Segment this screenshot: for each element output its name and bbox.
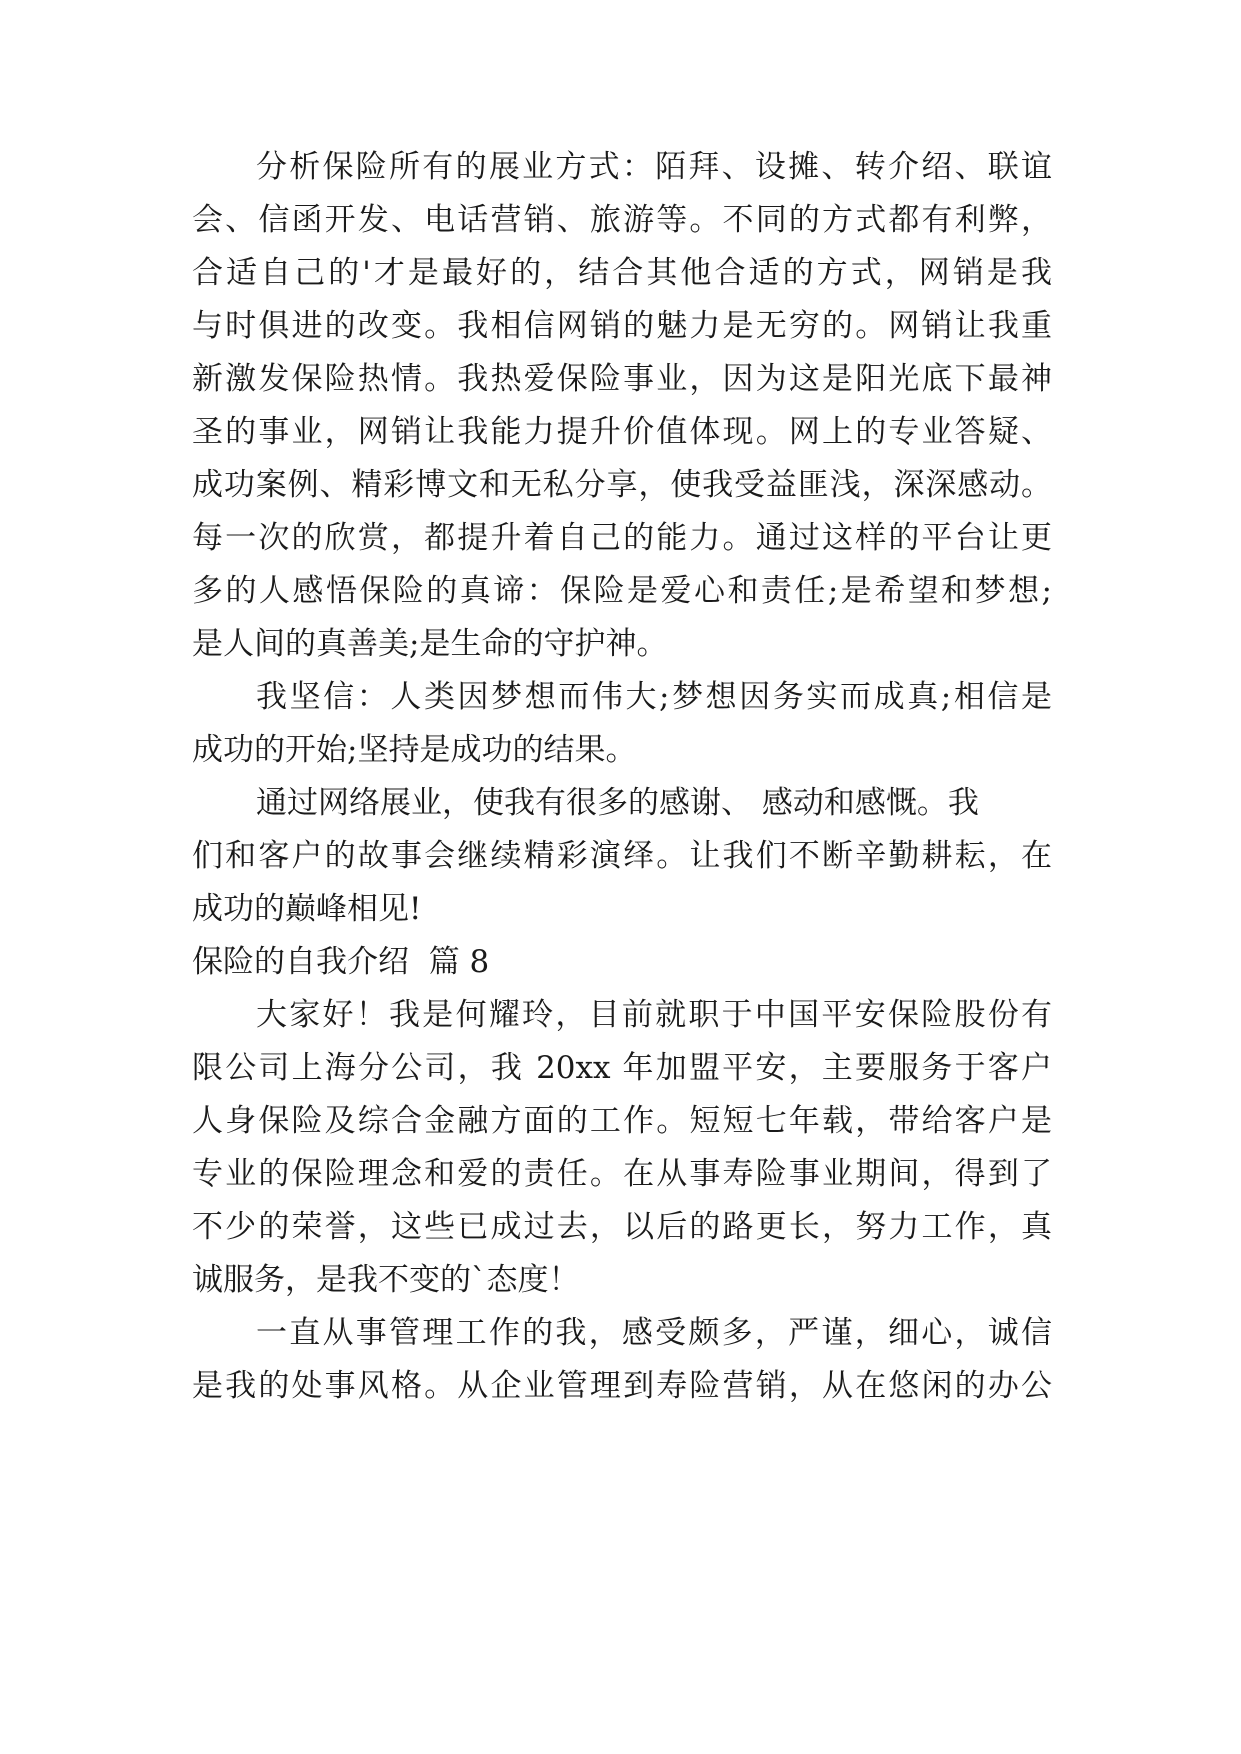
text-line: 成功的巅峰相见! xyxy=(192,891,422,927)
text-line: 多的人感悟保险的真谛：保险是爱心和责任;是希望和梦想; xyxy=(192,573,1052,609)
text-line: 限公司上海分公司，我 20xx 年加盟平安，主要服务于客户 xyxy=(192,1050,1052,1086)
text-line: 人身保险及综合金融方面的工作。短短七年载，带给客户是 xyxy=(192,1103,1052,1139)
text-line: 会、信函开发、电话营销、旅游等。不同的方式都有利弊， xyxy=(192,202,1052,238)
text-line: 大家好！我是何耀玲，目前就职于中国平安保险股份有 xyxy=(256,997,1052,1033)
text-line: 成功案例、精彩博文和无私分享，使我受益匪浅，深深感动。 xyxy=(192,467,1052,503)
text-line: 合适自己的'才是最好的，结合其他合适的方式，网销是我 xyxy=(192,255,1052,291)
text-line: 专业的保险理念和爱的责任。在从事寿险事业期间，得到了 xyxy=(192,1156,1052,1192)
text-line: 诚服务，是我不变的`态度！ xyxy=(192,1262,580,1298)
text-line: 们和客户的故事会继续精彩演绎。让我们不断辛勤耕耘，在 xyxy=(192,838,1052,874)
section-heading: 保险的自我介绍 篇 8 xyxy=(192,944,490,980)
text-line: 不少的荣誉，这些已成过去，以后的路更长，努力工作，真 xyxy=(192,1209,1052,1245)
text-line: 是人间的真善美;是生命的守护神。 xyxy=(192,626,668,662)
text-line: 是我的处事风格。从企业管理到寿险营销，从在悠闲的办公 xyxy=(192,1368,1052,1404)
text-line: 圣的事业，网销让我能力提升价值体现。网上的专业答疑、 xyxy=(192,414,1052,450)
text-line: 通过网络展业，使我有很多的感谢、 感动和感慨。我 xyxy=(256,785,979,821)
text-line: 成功的开始;坚持是成功的结果。 xyxy=(192,732,637,768)
text-line: 分析保险所有的展业方式：陌拜、设摊、转介绍、联谊 xyxy=(256,149,1052,185)
text-line: 与时俱进的改变。我相信网销的魅力是无穷的。网销让我重 xyxy=(192,308,1052,344)
text-line: 每一次的欣赏，都提升着自己的能力。通过这样的平台让更 xyxy=(192,520,1052,556)
text-line: 一直从事管理工作的我，感受颇多，严谨，细心，诚信 xyxy=(256,1315,1052,1351)
text-line: 我坚信：人类因梦想而伟大;梦想因务实而成真;相信是 xyxy=(256,679,1052,715)
text-line: 新激发保险热情。我热爱保险事业，因为这是阳光底下最神 xyxy=(192,361,1052,397)
